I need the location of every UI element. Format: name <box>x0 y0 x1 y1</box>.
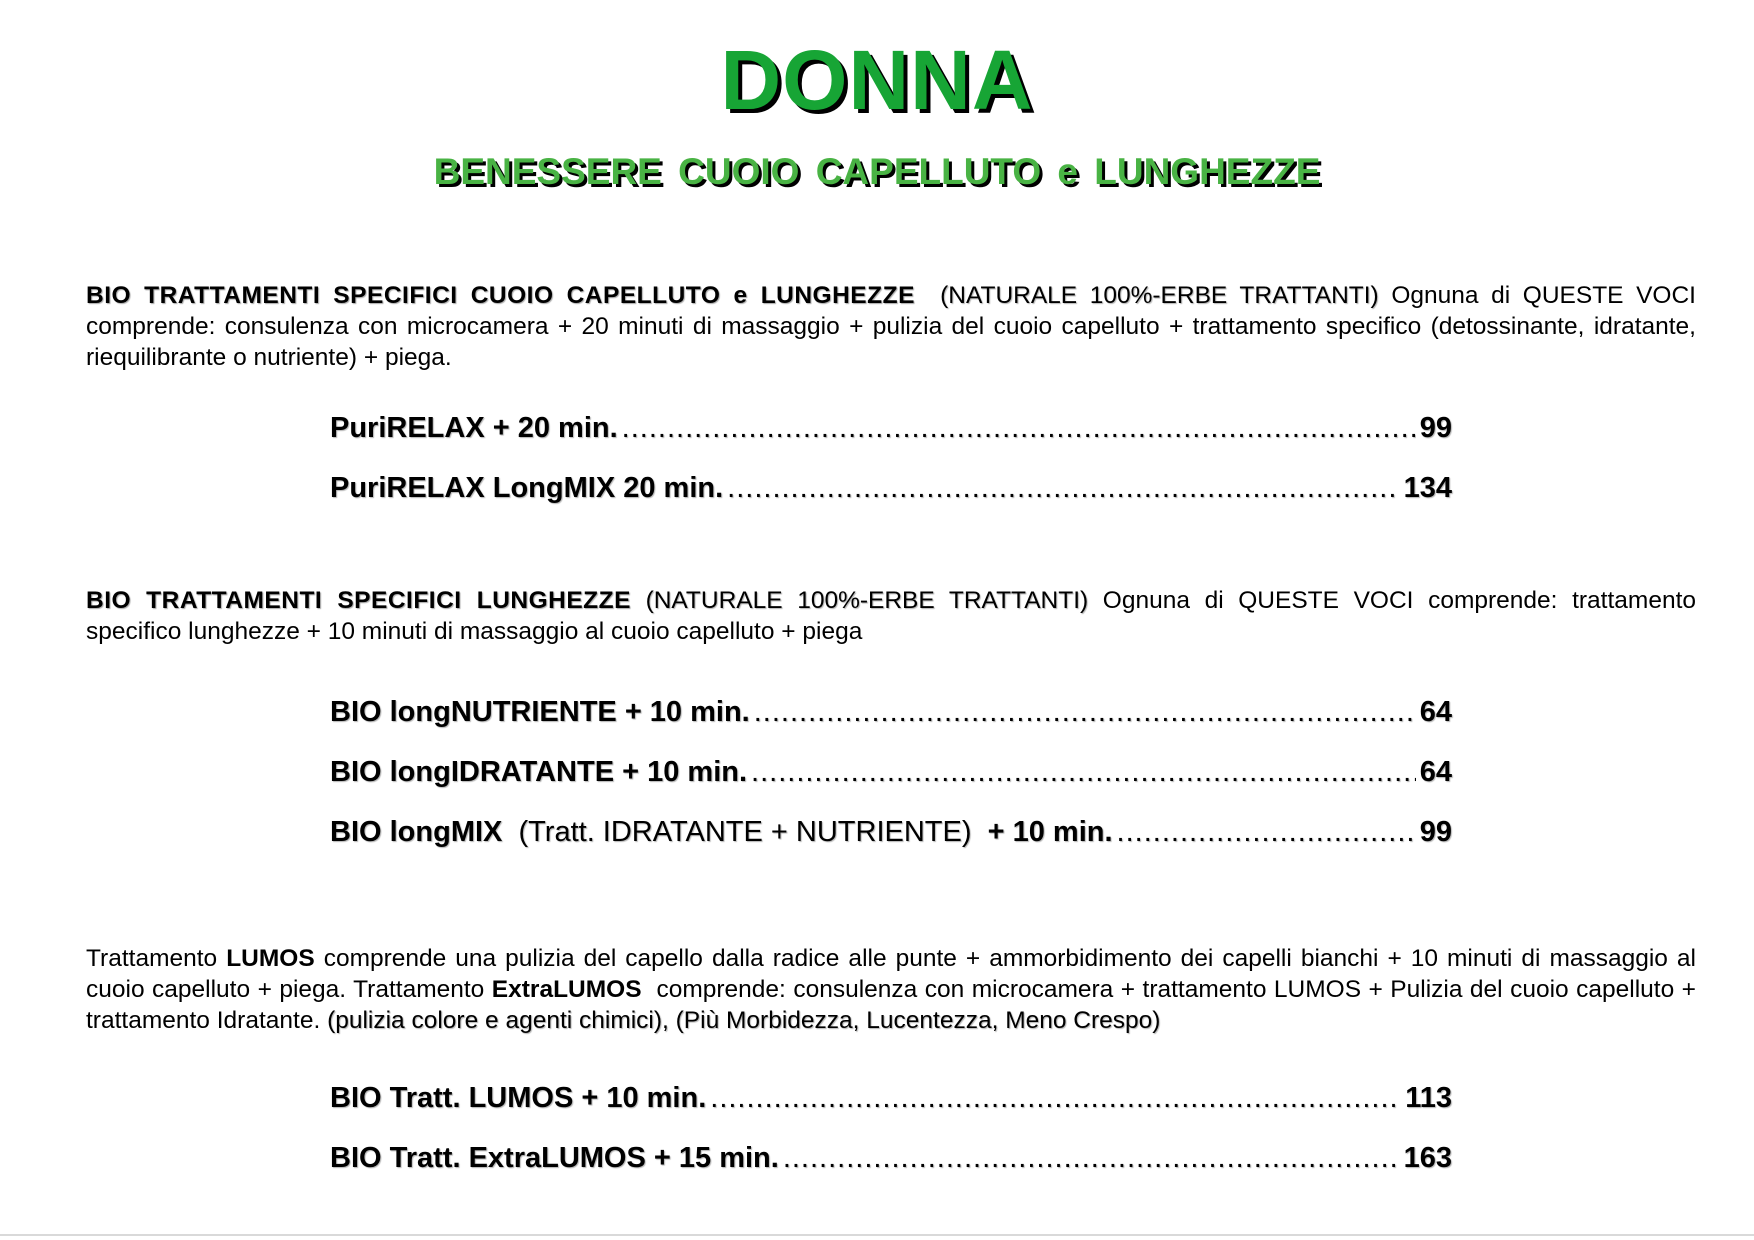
section-note: (pulizia colore e agenti chimici), (Più Morbidezza, Lucentezza, Meno Crespo) <box>327 1007 1161 1034</box>
treatment-price: 113 <box>1405 1082 1452 1114</box>
section-note: (NATURALE 100%-ERBE TRATTANTI) <box>645 587 1089 614</box>
leader-dots <box>727 472 1399 505</box>
treatment-price: 64 <box>1419 696 1452 728</box>
treatment-price: 99 <box>1419 412 1452 444</box>
treatment-price: 99 <box>1419 816 1452 848</box>
treatment-name: PuriRELAX LongMIX 20 min. <box>330 472 724 504</box>
treatment-price: 134 <box>1403 472 1452 504</box>
treatment-name: BIO Tratt. ExtraLUMOS + 15 min. <box>330 1142 779 1174</box>
section-text: Ognuna di QUESTE VOCI comprende: trattamento specifico lunghezze + 10 minuti di massaggio al cuoio capelluto + piega <box>86 587 1697 645</box>
leader-dots <box>1117 816 1416 849</box>
section-scalp-lengths <box>86 280 1696 373</box>
section-lumos <box>86 943 1696 1036</box>
treatment-name: BIO longIDRATANTE + 10 min. <box>330 756 748 788</box>
treatment-name: BIO Tratt. LUMOS + 10 min. <box>330 1082 707 1114</box>
leader-dots <box>754 696 1416 729</box>
treatment-name: BIO longNUTRIENTE + 10 min. <box>330 696 750 728</box>
treatment-name-part: + 10 min. <box>987 816 1113 848</box>
page-bottom-divider <box>0 1234 1754 1236</box>
section-description <box>86 280 1696 373</box>
price-row <box>330 1082 1452 1122</box>
treatment-name-part: BIO longMIX <box>330 816 503 848</box>
section-keyword: LUMOS <box>226 945 315 972</box>
price-row <box>330 756 1452 796</box>
treatment-price: 163 <box>1403 1142 1452 1174</box>
leader-dots <box>710 1082 1401 1115</box>
treatment-name-detail: (Tratt. IDRATANTE + NUTRIENTE) <box>518 816 972 848</box>
section-description <box>86 585 1696 647</box>
price-row <box>330 816 1452 856</box>
section-text: comprende una pulizia del capello dalla radice alle punte + ammorbidimento dei capelli bianchi + 10 minuti di massaggio al cuoio capelluto + piega. Trattamento <box>86 945 1697 1003</box>
price-row <box>330 696 1452 736</box>
section-text: Trattamento <box>86 945 218 972</box>
section-text: comprende: consulenza con microcamera + trattamento LUMOS + Pulizia del cuoio capelluto + trattamento Idratante. <box>86 976 1696 1034</box>
section-keyword: ExtraLUMOS <box>491 976 642 1003</box>
section-heading: BIO TRATTAMENTI SPECIFICI LUNGHEZZE <box>86 587 631 614</box>
treatment-price: 64 <box>1419 756 1452 788</box>
section-heading: BIO TRATTAMENTI SPECIFICI CUOIO CAPELLUTO e LUNGHEZZE <box>86 282 915 309</box>
price-row <box>330 412 1452 452</box>
page-title: DONNA <box>720 33 1034 127</box>
section-lengths <box>86 585 1696 647</box>
section-description <box>86 943 1696 1036</box>
price-row <box>330 1142 1452 1182</box>
treatment-name <box>330 816 1113 849</box>
price-row <box>330 472 1452 512</box>
leader-dots <box>783 1142 1400 1175</box>
treatment-name: PuriRELAX + 20 min. <box>330 412 618 444</box>
section-text: Ognuna di QUESTE VOCI comprende: consulenza con microcamera + 20 minuti di massaggio + pulizia del cuoio capelluto + trattamento specifico (detossinante, idratante, riequilibrante o nutriente) + piega. <box>86 282 1696 371</box>
leader-dots <box>622 412 1416 445</box>
leader-dots <box>751 756 1416 789</box>
section-note: (NATURALE 100%-ERBE TRATTANTI) <box>940 282 1379 309</box>
page-subtitle: BENESSERE CUOIO CAPELLUTO e LUNGHEZZE <box>433 151 1321 192</box>
